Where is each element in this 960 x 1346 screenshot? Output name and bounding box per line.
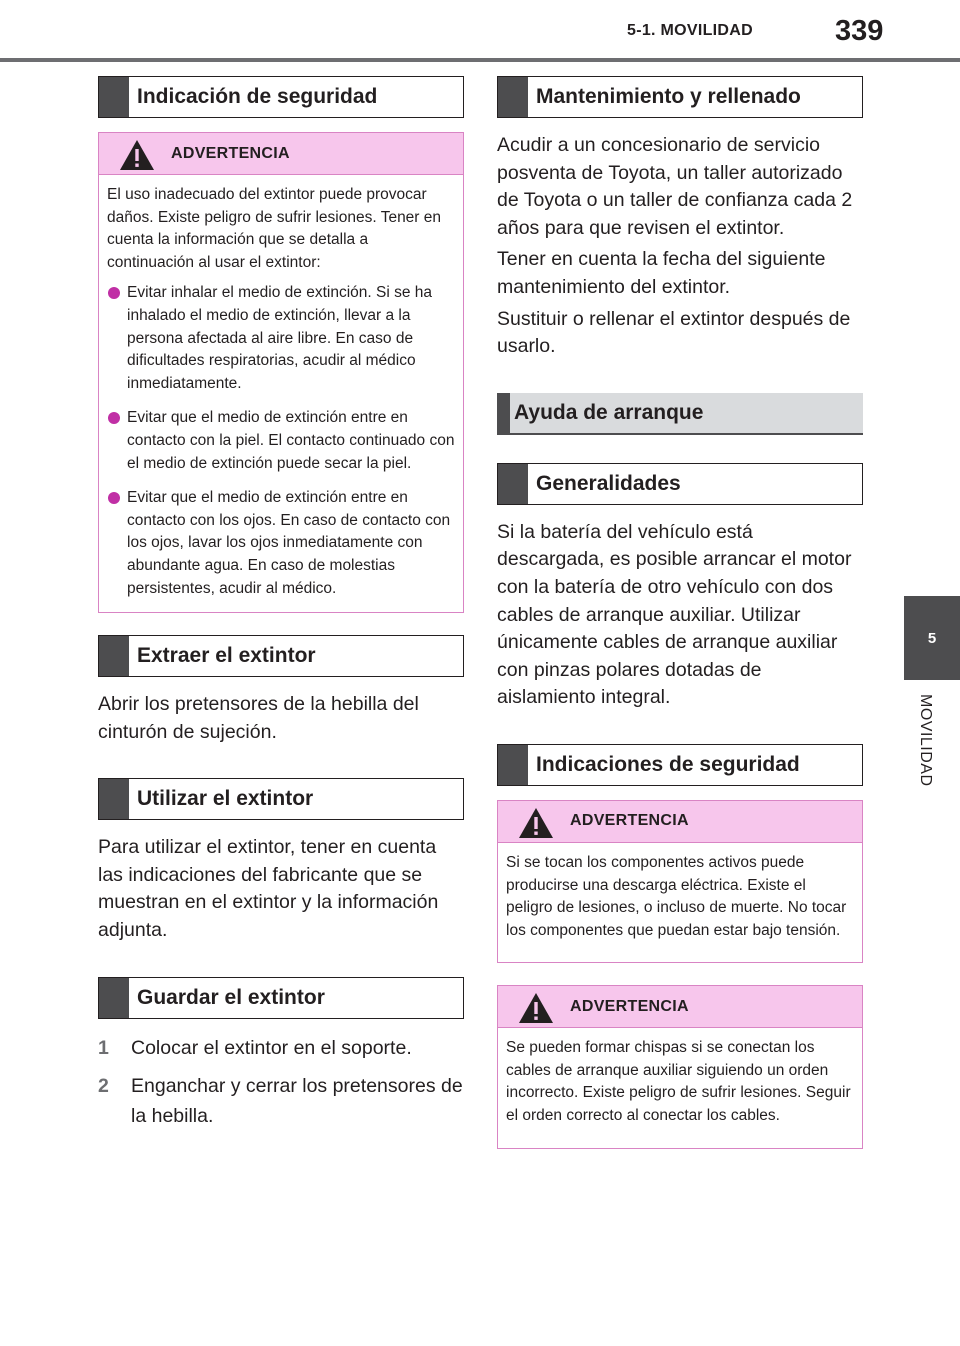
warning-body	[498, 1028, 862, 1147]
warning-bullet: Evitar inhalar el medio de extinción. Si se ha inhalado el medio de extinción, llevar a la persona afectada al aire libre. En caso de dificultades respiratorias, acudir al médico inmediatamente.	[107, 282, 455, 395]
right-column	[497, 76, 863, 1171]
page-number: 339	[835, 15, 884, 47]
chapter-number: 5	[927, 629, 937, 647]
step-text: Colocar el extintor en el soporte.	[131, 1036, 412, 1059]
warning-icon	[518, 992, 554, 1024]
chapter-label: MOVILIDAD	[917, 694, 934, 787]
warning-title: ADVERTENCIA	[570, 997, 689, 1015]
section-title: Mantenimiento y rellenado	[536, 85, 801, 108]
warning-header	[498, 801, 862, 843]
warning-text: Si se tocan los componentes activos puede producirse una descarga eléctrica. Existe el peligro de lesiones, o incluso de muerte. No tocar los componentes que puedan estar bajo tensión.	[506, 853, 847, 939]
step-item	[98, 1033, 464, 1063]
bullet-dot-icon	[108, 287, 120, 299]
header-rule	[0, 58, 960, 62]
section-heading-generalidades	[497, 463, 863, 505]
section-title: Extraer el extintor	[137, 644, 316, 668]
section-text: Si la batería del vehículo está descargada, es posible arrancar el motor con la batería de otro vehículo con dos cables de arranque auxiliar. Utilizar únicamente cables de arranque auxiliar con pinzas polares dotadas de aislamiento integral.	[497, 520, 852, 709]
section-title: Indicaciones de seguridad	[536, 752, 800, 776]
warning-box	[497, 985, 863, 1148]
section-text: Acudir a un concesionario de servicio posventa de Toyota, un taller autorizado de Toyota o un taller de confianza cada 2 años para que revisen el extintor. Tener en cuenta la fecha del siguiente mantenimiento del extintor. Sustituir o rellenar el extintor después de usarlo.	[497, 134, 853, 358]
step-number: 2	[98, 1074, 109, 1097]
section-text: Para utilizar el extintor, tener en cuenta las indicaciones del fabricante que se muestran en el extintor y la información adjunta.	[98, 836, 439, 942]
section-title: Guardar el extintor	[137, 985, 325, 1009]
section-title: Indicación de seguridad	[137, 85, 378, 108]
section-text: Abrir los pretensores de la hebilla del cinturón de sujeción.	[98, 693, 419, 743]
step-text: Enganchar y cerrar los pretensores de la hebilla.	[131, 1074, 463, 1127]
warning-body	[99, 175, 463, 612]
section-heading-extraer	[98, 635, 464, 677]
left-column	[98, 76, 464, 1139]
warning-header	[498, 986, 862, 1028]
warning-box	[497, 800, 863, 963]
section-heading-utilizar	[98, 778, 464, 820]
section-heading-mantenimiento	[497, 76, 863, 118]
step-item	[98, 1071, 464, 1131]
section-title: Utilizar el extintor	[137, 787, 314, 811]
main-heading-ayuda	[497, 393, 863, 435]
bullet-dot-icon	[108, 412, 120, 424]
main-title: Ayuda de arranque	[514, 400, 704, 424]
bullet-dot-icon	[108, 492, 120, 504]
section-header: 5-1. MOVILIDAD	[627, 22, 753, 39]
warning-text: Se pueden formar chispas si se conectan los cables de arranque auxiliar siguiendo un orden incorrecto. Existe peligro de sufrir lesiones. Seguir el orden correcto al conectar los cables.	[506, 1039, 851, 1125]
warning-icon	[518, 807, 554, 839]
warning-bullet: Evitar que el medio de extinción entre en contacto con la piel. El contacto continuado con el medio de extinción puede secar la piel.	[107, 407, 455, 475]
warning-bullet: Evitar que el medio de extinción entre en contacto con los ojos. En caso de contacto con los ojos, lavar los ojos inmediatamente con abundante agua. En caso de molestias persistentes, acudir al médico.	[107, 487, 455, 600]
section-heading-indicaciones	[497, 744, 863, 786]
step-number: 1	[98, 1036, 109, 1059]
chapter-tab	[904, 596, 960, 680]
warning-header	[99, 133, 463, 175]
section-heading-indicacion	[98, 76, 464, 118]
warning-title: ADVERTENCIA	[171, 144, 290, 162]
warning-title: ADVERTENCIA	[570, 812, 689, 830]
warning-body	[498, 843, 862, 962]
warning-box	[98, 132, 464, 613]
warning-icon	[119, 139, 155, 171]
warning-intro: El uso inadecuado del extintor puede provocar daños. Existe peligro de sufrir lesiones. Tener en cuenta la información que se detalla a continuación al usar el extintor:	[107, 186, 442, 271]
section-heading-guardar	[98, 977, 464, 1019]
section-title: Generalidades	[536, 471, 681, 495]
